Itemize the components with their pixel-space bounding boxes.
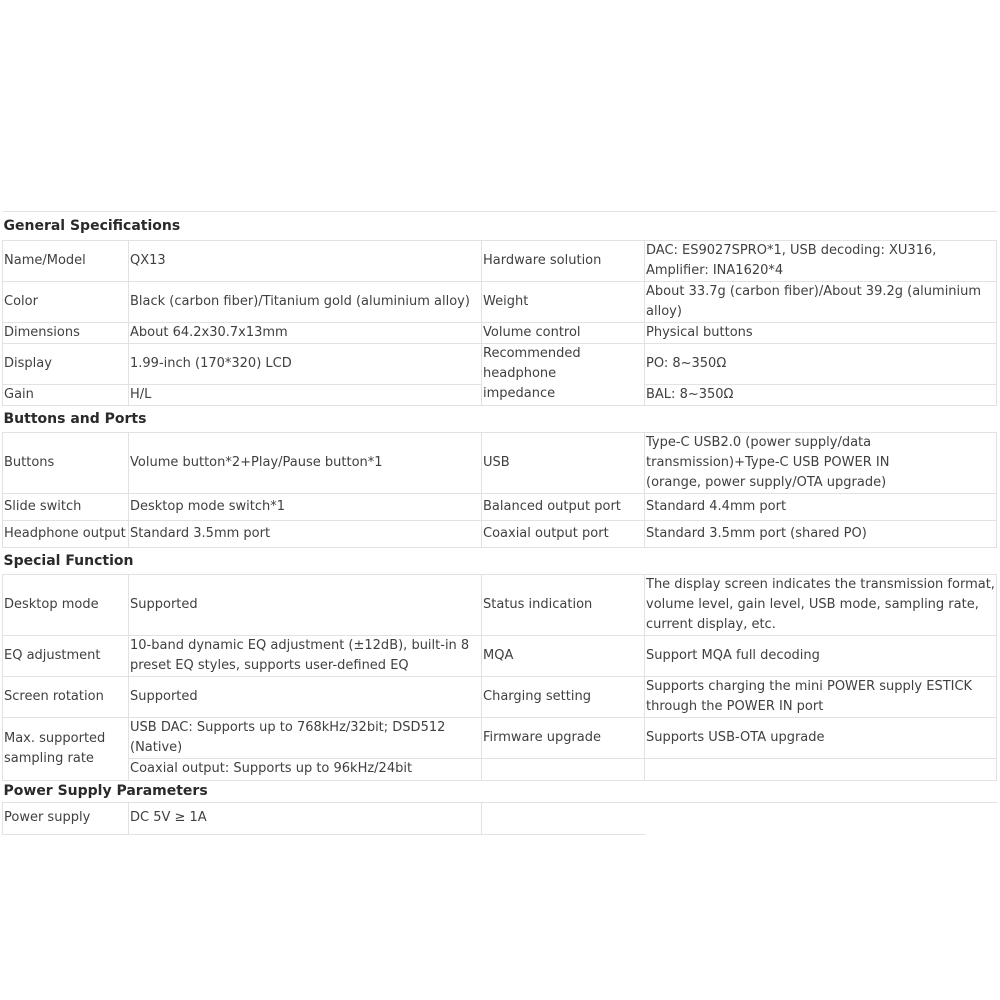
headphone-output-value: Standard 3.5mm port bbox=[129, 520, 482, 547]
table-row bbox=[3, 574, 997, 635]
empty-cell bbox=[645, 802, 997, 834]
firmware-upgrade-value: Supports USB-OTA upgrade bbox=[645, 717, 997, 758]
desktop-mode-value: Supported bbox=[129, 574, 482, 635]
slide-switch-label: Slide switch bbox=[3, 493, 129, 520]
section-title-power: Power Supply Parameters bbox=[3, 780, 997, 802]
table-row bbox=[3, 384, 997, 405]
mqa-value: Support MQA full decoding bbox=[645, 635, 997, 676]
usb-value-line2: (orange, power supply/OTA upgrade) bbox=[646, 474, 887, 490]
usb-label: USB bbox=[482, 432, 645, 493]
usb-value-line1: Type-C USB2.0 (power supply/data transmission)+Type-C USB POWER IN bbox=[646, 434, 890, 470]
empty-cell bbox=[482, 802, 645, 834]
section-title-general: General Specifications bbox=[3, 212, 997, 241]
name-model-label: Name/Model bbox=[3, 241, 129, 282]
empty-cell bbox=[645, 758, 997, 780]
table-row bbox=[3, 520, 997, 547]
table-row bbox=[3, 323, 997, 344]
table-row bbox=[3, 635, 997, 676]
buttons-value: Volume button*2+Play/Pause button*1 bbox=[129, 432, 482, 493]
color-value: Black (carbon fiber)/Titanium gold (aluminium alloy) bbox=[129, 282, 482, 323]
balanced-output-label: Balanced output port bbox=[482, 493, 645, 520]
mqa-label: MQA bbox=[482, 635, 645, 676]
eq-adjustment-label: EQ adjustment bbox=[3, 635, 129, 676]
slide-switch-value: Desktop mode switch*1 bbox=[129, 493, 482, 520]
section-header-power bbox=[3, 780, 997, 802]
section-title-special: Special Function bbox=[3, 547, 997, 574]
status-indication-label: Status indication bbox=[482, 574, 645, 635]
gain-value: H/L bbox=[129, 384, 482, 405]
display-value: 1.99-inch (170*320) LCD bbox=[129, 344, 482, 385]
power-supply-label: Power supply bbox=[3, 802, 129, 834]
buttons-label: Buttons bbox=[3, 432, 129, 493]
impedance-value-bal: BAL: 8~350Ω bbox=[645, 384, 997, 405]
desktop-mode-label: Desktop mode bbox=[3, 574, 129, 635]
table-row bbox=[3, 432, 997, 493]
sampling-rate-usb-value: USB DAC: Supports up to 768kHz/32bit; DSD512 (Native) bbox=[129, 717, 482, 758]
section-header-special bbox=[3, 547, 997, 574]
impedance-label-line2: impedance bbox=[482, 384, 645, 405]
table-row bbox=[3, 758, 997, 780]
power-supply-value: DC 5V ≥ 1A bbox=[129, 802, 482, 834]
weight-label: Weight bbox=[482, 282, 645, 323]
table-row bbox=[3, 717, 997, 758]
sampling-rate-coaxial-value: Coaxial output: Supports up to 96kHz/24bit bbox=[129, 758, 482, 780]
volume-control-value: Physical buttons bbox=[645, 323, 997, 344]
table-row bbox=[3, 282, 997, 323]
status-indication-value: The display screen indicates the transmission format, volume level, gain level, USB mode, sampling rate, current display, etc. bbox=[645, 574, 997, 635]
hardware-solution-value: DAC: ES9027SPRO*1, USB decoding: XU316, Amplifier: INA1620*4 bbox=[645, 241, 997, 282]
table-row bbox=[3, 241, 997, 282]
screen-rotation-value: Supported bbox=[129, 676, 482, 717]
display-label: Display bbox=[3, 344, 129, 385]
section-header-buttons bbox=[3, 405, 997, 432]
volume-control-label: Volume control bbox=[482, 323, 645, 344]
usb-value bbox=[645, 432, 997, 493]
impedance-value-po: PO: 8~350Ω bbox=[645, 344, 997, 385]
gain-label: Gain bbox=[3, 384, 129, 405]
firmware-upgrade-label: Firmware upgrade bbox=[482, 717, 645, 758]
name-model-value: QX13 bbox=[129, 241, 482, 282]
table-row bbox=[3, 344, 997, 385]
section-header-general bbox=[3, 212, 997, 241]
weight-value: About 33.7g (carbon fiber)/About 39.2g (aluminium alloy) bbox=[645, 282, 997, 323]
screen-rotation-label: Screen rotation bbox=[3, 676, 129, 717]
table-row bbox=[3, 676, 997, 717]
empty-cell bbox=[482, 758, 645, 780]
headphone-output-label: Headphone output bbox=[3, 520, 129, 547]
dimensions-value: About 64.2x30.7x13mm bbox=[129, 323, 482, 344]
section-title-buttons: Buttons and Ports bbox=[3, 405, 997, 432]
dimensions-label: Dimensions bbox=[3, 323, 129, 344]
sampling-rate-label: Max. supported sampling rate bbox=[3, 717, 129, 780]
table-row bbox=[3, 493, 997, 520]
impedance-label-line1: Recommended headphone bbox=[482, 344, 645, 385]
hardware-solution-label: Hardware solution bbox=[482, 241, 645, 282]
color-label: Color bbox=[3, 282, 129, 323]
coaxial-output-value: Standard 3.5mm port (shared PO) bbox=[645, 520, 997, 547]
charging-setting-label: Charging setting bbox=[482, 676, 645, 717]
coaxial-output-label: Coaxial output port bbox=[482, 520, 645, 547]
table-row bbox=[3, 802, 997, 834]
eq-adjustment-value: 10-band dynamic EQ adjustment (±12dB), built-in 8 preset EQ styles, supports user-defined EQ bbox=[129, 635, 482, 676]
spec-table bbox=[2, 211, 997, 835]
charging-setting-value: Supports charging the mini POWER supply ESTICK through the POWER IN port bbox=[645, 676, 997, 717]
balanced-output-value: Standard 4.4mm port bbox=[645, 493, 997, 520]
